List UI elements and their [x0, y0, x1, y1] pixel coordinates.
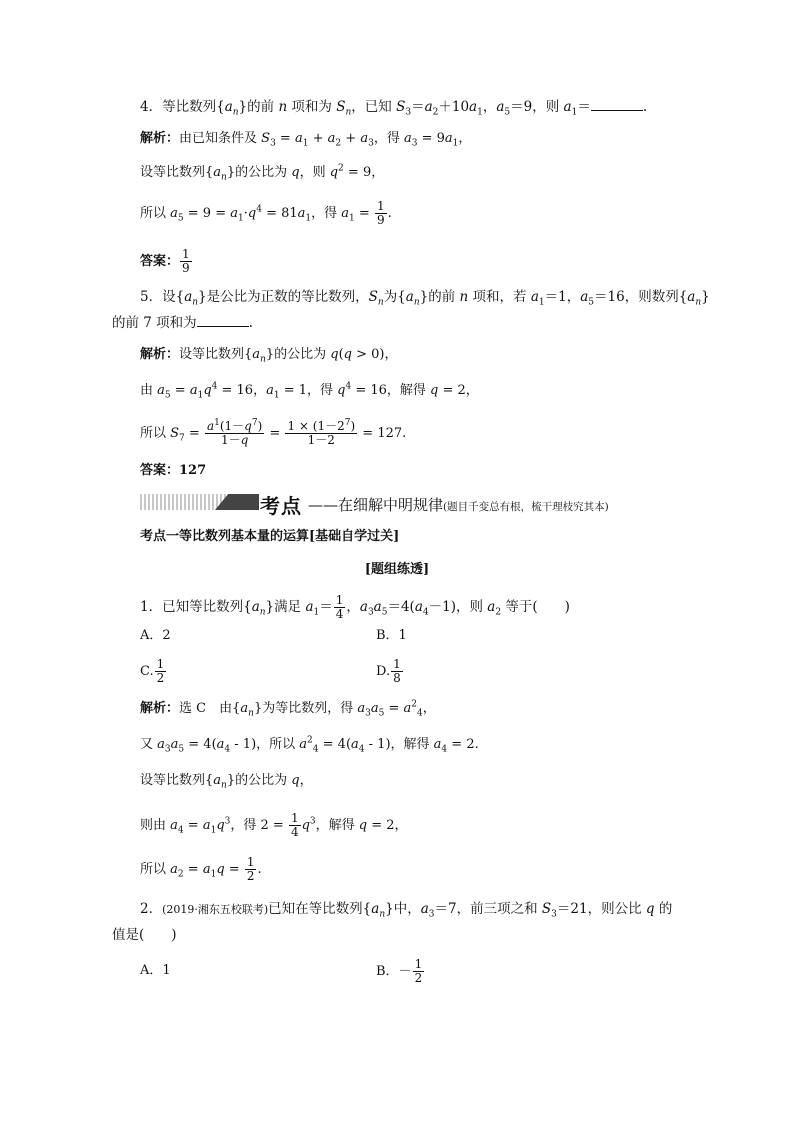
text: = [184, 426, 204, 441]
fraction [391, 658, 403, 685]
text: 已知在等比数列{ [268, 901, 372, 917]
section-banner-stripes [140, 494, 230, 510]
text: C. [140, 664, 154, 679]
numerator: 1 [156, 657, 165, 671]
denominator: 1－2 [307, 433, 335, 447]
text: = 127. [358, 426, 407, 441]
text: ＝ [319, 599, 333, 615]
text: = 16，解得 [351, 383, 431, 398]
text: }的公比为 [226, 773, 292, 788]
text: = [384, 701, 404, 716]
q4-solution-line-3: 所以 $a_5 = 9 = a_1\cdot q^4 = 81a_1$，得 $a_1$ = $\frac{1}{9}$ . [140, 199, 392, 227]
text: = 2. [447, 737, 479, 752]
text: ＝9，则 [510, 99, 564, 115]
text: 所以 [140, 206, 171, 221]
text: = [183, 862, 203, 877]
text: ——在细解中明规律 [308, 496, 444, 514]
option-b[interactable] [376, 958, 425, 985]
q5-answer [140, 462, 206, 480]
text: · [243, 206, 248, 221]
solution-label: 解析： [140, 701, 180, 716]
numerator: 1 [414, 957, 423, 971]
text: ) [350, 419, 356, 433]
text: D. [376, 664, 391, 679]
denominator: 4 [290, 825, 299, 839]
problem-source: (2019·湘东五校联考) [162, 903, 269, 916]
text: 又 [140, 737, 158, 752]
text: . [642, 99, 648, 115]
text: 项和为 [287, 99, 337, 115]
text: ＝21，则公比 [556, 901, 646, 917]
text: ( [338, 347, 344, 362]
text: ＝7，前三项之和 [434, 901, 542, 917]
numerator: $1 \times (1-2^7)$ [287, 418, 356, 433]
text: = 4( [184, 737, 217, 752]
text: 1－ [220, 433, 241, 447]
fraction [180, 248, 192, 275]
q5-solution-line-2: 由 $a_5 = a_1q^4 = 16$，$a_1 = 1$，得 $q^4 = 16$，解得 q = 2， [140, 381, 479, 401]
option-a[interactable]: A．1 [140, 963, 171, 978]
text: ，得 [311, 206, 342, 221]
text: . [257, 862, 262, 877]
fraction [289, 812, 301, 839]
text: + [341, 131, 361, 146]
text: 所以 [140, 862, 171, 877]
text: ＝1， [544, 289, 581, 305]
denominator: 1－q [220, 433, 249, 447]
text: } [701, 289, 710, 305]
problem-2: 2．(2019·湘东五校联考)已知在等比数列$\{a_n\}$中，$a_3=7$，前三项之和 $S_3=21$，则公比 q 的 [140, 901, 673, 920]
section-banner-note: (题目千变总有根，梳干理枝究其本) [443, 501, 609, 513]
fraction [413, 958, 425, 985]
text: 设等比数列{ [140, 773, 214, 788]
text: = [275, 131, 295, 146]
q4-solution-line-1: 解析：由已知条件及 $S_3 = a_1 + a_2 + a_3$，得 $a_3 = 9a_1$， [140, 131, 472, 149]
group-heading: [题组练透] [364, 562, 430, 577]
text: }的前 [419, 289, 460, 305]
text: ＝ [577, 99, 591, 115]
fraction [205, 420, 264, 447]
p1-solution-line-2: 又 $a_3a_5 = 4(a_4 - 1)$，所以 $a^2_4 = 4(a_4 - 1)$，解得 $a_4 = 2$. [140, 735, 479, 755]
text: = 81 [261, 206, 298, 221]
text: = [183, 818, 203, 833]
question-5-cont [112, 314, 253, 332]
text: ，则 [299, 165, 330, 180]
text: = 4( [318, 737, 352, 752]
answer-blank [591, 98, 643, 111]
numerator: 1 [290, 811, 299, 825]
question-number: 2． [140, 901, 163, 917]
text: 由 [140, 383, 158, 398]
text: ＝4( [387, 599, 415, 615]
text: = [224, 862, 244, 877]
denominator: 2 [246, 869, 255, 883]
section-banner-subtitle [308, 494, 609, 515]
text: ， [299, 773, 313, 788]
question-number: 5． [140, 289, 163, 305]
fraction [334, 594, 346, 621]
question-5: 5．设$\{a_n\}$是公比为正数的等比数列，$S_n$为$\{a_n\}$的前 n 项和，若 $a_1=1$，$a_5=16$，则数列$\{a_n\}$ [140, 289, 710, 308]
text: ， [458, 131, 472, 146]
text: = 1，得 [279, 383, 338, 398]
text: - 1)，所以 [230, 737, 300, 752]
q5-solution-line-1: 解析：设等比数列$\{a_n\}$的公比为 q(q > 0)， [140, 347, 398, 365]
text: }中， [385, 901, 421, 917]
text: + [308, 131, 328, 146]
denominator: 9 [376, 213, 385, 227]
text: 设{ [162, 289, 185, 305]
denominator: 4 [335, 607, 344, 621]
text: = 2， [367, 818, 408, 833]
answer-label: 答案：127 [140, 463, 207, 478]
denominator: 8 [393, 671, 401, 685]
text: 的 [654, 901, 673, 917]
text: ＋10 [438, 99, 470, 115]
text: 则由 [140, 818, 171, 833]
text: = [354, 206, 374, 221]
numerator: 1 [335, 593, 344, 607]
text: > 0)， [352, 347, 398, 362]
text: }是公比为正数的等比数列， [198, 289, 369, 305]
text: B．－ [376, 964, 412, 979]
text: . [248, 315, 253, 331]
q5-solution-line-3: 所以 $S_7$ = $\frac{a^1(1-q^7)}{1-q}$ = $\frac{1 \times (1-2^7)}{1-2}$ = 127. [140, 418, 407, 447]
numerator: 1 [246, 855, 255, 869]
denominator: 2 [414, 971, 423, 985]
solution-label: 解析： [140, 131, 180, 146]
option-b[interactable]: B．1 [376, 628, 407, 643]
text: (1－ [219, 419, 245, 433]
q4-answer [140, 248, 193, 275]
option-c[interactable] [140, 658, 167, 685]
text: ，得 2 = [230, 818, 288, 833]
numerator: $a^1(1-q^7)$ [206, 418, 263, 433]
solution-label: 解析： [140, 347, 180, 362]
text: 的前 7 项和为 [112, 315, 197, 331]
question-4: 4．等比数列$\{a_n\}$的前 n 项和为 $S_n$，已知 $S_3=a_2+10a_1$，$a_5=9$，则 $a_1=$ . [140, 99, 648, 118]
section-heading: 考点一等比数列基本量的运算[基础自学过关] [140, 529, 400, 544]
text: ，得 [373, 131, 404, 146]
answer-label: 答案： [140, 254, 180, 269]
numerator: 1 [182, 247, 190, 261]
text: 等于( ) [501, 599, 570, 615]
text: = [170, 383, 190, 398]
text: }为等比数列，得 [253, 701, 358, 716]
fraction [155, 658, 167, 685]
text: ＝ [411, 99, 425, 115]
text: 设等比数列{ [179, 347, 253, 362]
text: = [265, 426, 285, 441]
text: - 1)，解得 [364, 737, 434, 752]
denominator: 9 [182, 261, 190, 275]
p1-solution-line-1: 解析：选 C 由$\{a_n\}$为等比数列，得 $a_3a_5 = a^2_4$， [140, 699, 436, 719]
text: 所以 [140, 426, 171, 441]
p1-solution-line-4: 则由 $a_4 = a_1q^3$，得 2 = $\frac{1}{4}$ $q^3$，解得 q = 2， [140, 811, 408, 839]
text: 选 C 由{ [179, 701, 241, 716]
text: ， [346, 599, 360, 615]
fraction [375, 200, 387, 227]
text: 项和，若 [468, 289, 531, 305]
answer-blank [197, 314, 249, 327]
text: 已知等比数列{ [162, 599, 252, 615]
option-a[interactable]: A．2 [140, 628, 171, 643]
problem-1: 1．已知等比数列$\{a_n\}$满足 $a_1=$ $\frac{1}{4}$ ，$a_3a_5=4(a_4-1)$，则 $a_2$ 等于( ) [140, 593, 570, 621]
text: －1)，则 [428, 599, 488, 615]
text: = 16， [217, 383, 267, 398]
text: 为{ [383, 289, 406, 305]
text: = 2， [438, 383, 479, 398]
text: = 9 [417, 131, 445, 146]
question-number: 4． [140, 99, 163, 115]
question-number: 1． [140, 599, 163, 615]
fraction [245, 856, 257, 883]
numerator: 1 [376, 199, 385, 213]
text: ＝16，则数列{ [594, 289, 688, 305]
text: 等比数列{ [162, 99, 225, 115]
text: ，已知 [351, 99, 397, 115]
text: }满足 [265, 599, 306, 615]
problem-2-cont: 值是( ) [112, 927, 177, 943]
text: = 9， [343, 165, 385, 180]
text: }的公比为 [226, 165, 292, 180]
text: = 9 = [183, 206, 231, 221]
q4-solution-line-2: 设等比数列$\{a_n\}$的公比为 q，则 $q^2 = 9$， [140, 163, 385, 183]
text: ， [482, 99, 497, 115]
text: }的前 [238, 99, 279, 115]
text: }的公比为 [265, 347, 331, 362]
numerator: 1 [393, 657, 401, 671]
p1-solution-line-3: 设等比数列$\{a_n\}$的公比为 q， [140, 773, 313, 791]
p1-solution-line-5: 所以 $a_2 = a_1q$ = $\frac{1}{2}$ . [140, 855, 262, 883]
text: 由已知条件及 [179, 131, 262, 146]
section-banner-title: 考点 [260, 494, 302, 518]
text: 1 × (1－2 [287, 419, 345, 433]
denominator: 2 [156, 671, 165, 685]
option-d[interactable] [376, 658, 404, 685]
text: 设等比数列{ [140, 165, 214, 180]
text: ， [422, 701, 436, 716]
text: . [387, 206, 392, 221]
text: ，解得 [315, 818, 359, 833]
fraction [285, 420, 357, 447]
